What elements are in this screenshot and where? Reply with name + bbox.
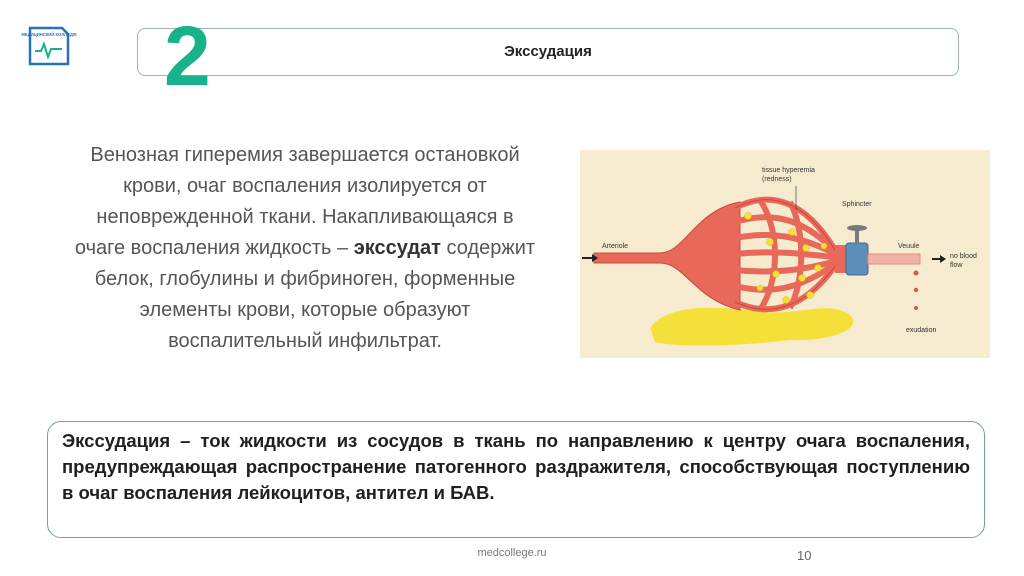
- label-no-blood-2: flow: [950, 262, 963, 269]
- label-sphincter: Sphincter: [842, 201, 872, 208]
- label-hyperemia-1: tissue hyperemia: [762, 167, 815, 174]
- label-exudation: exudation: [906, 327, 937, 334]
- title-box: [137, 28, 959, 76]
- definition-text: Экссудация – ток жидкости из сосудов в ткань по направлению к центру очага воспаления, предупреждающая распространение патогенного раздражителя, способствующая поступлению в очаг воспаления лейкоцитов, антител и БАВ.: [62, 430, 970, 503]
- label-venule: Veuule: [898, 243, 920, 250]
- label-hyperemia-2: (redness): [762, 176, 792, 183]
- body-paragraph: [70, 140, 540, 357]
- venule: [868, 254, 920, 264]
- body-text-part2: содержит белок, глобулины и фибриноген, форменные элементы крови, которые образуют воспалительный инфильтрат.: [94, 237, 536, 352]
- body-text-part1: Венозная гиперемия завершается остановкой крови, очаг воспаления изолируется от неповрежденной ткани. Накапливающаяся в очаге воспаления жидкость –: [74, 144, 520, 259]
- sphincter-wheel: [847, 225, 867, 231]
- slide-title: Экссудация: [504, 43, 592, 60]
- label-no-blood-1: no blood: [950, 253, 977, 260]
- sphincter-valve: [846, 243, 868, 275]
- page-number: 10: [797, 548, 812, 563]
- label-arteriole: Arteriole: [602, 243, 629, 250]
- footer-site: medcollege.ru: [477, 547, 547, 559]
- slide-section-number: 2: [164, 9, 211, 103]
- college-logo: [21, 24, 77, 70]
- body-text-bold-term: экссудат: [353, 237, 441, 259]
- definition-box: [47, 421, 985, 538]
- logo-text: МЕДИЦИНСКИЙ КОЛЛЕДЖ: [21, 32, 77, 37]
- exudation-diagram: [580, 150, 990, 358]
